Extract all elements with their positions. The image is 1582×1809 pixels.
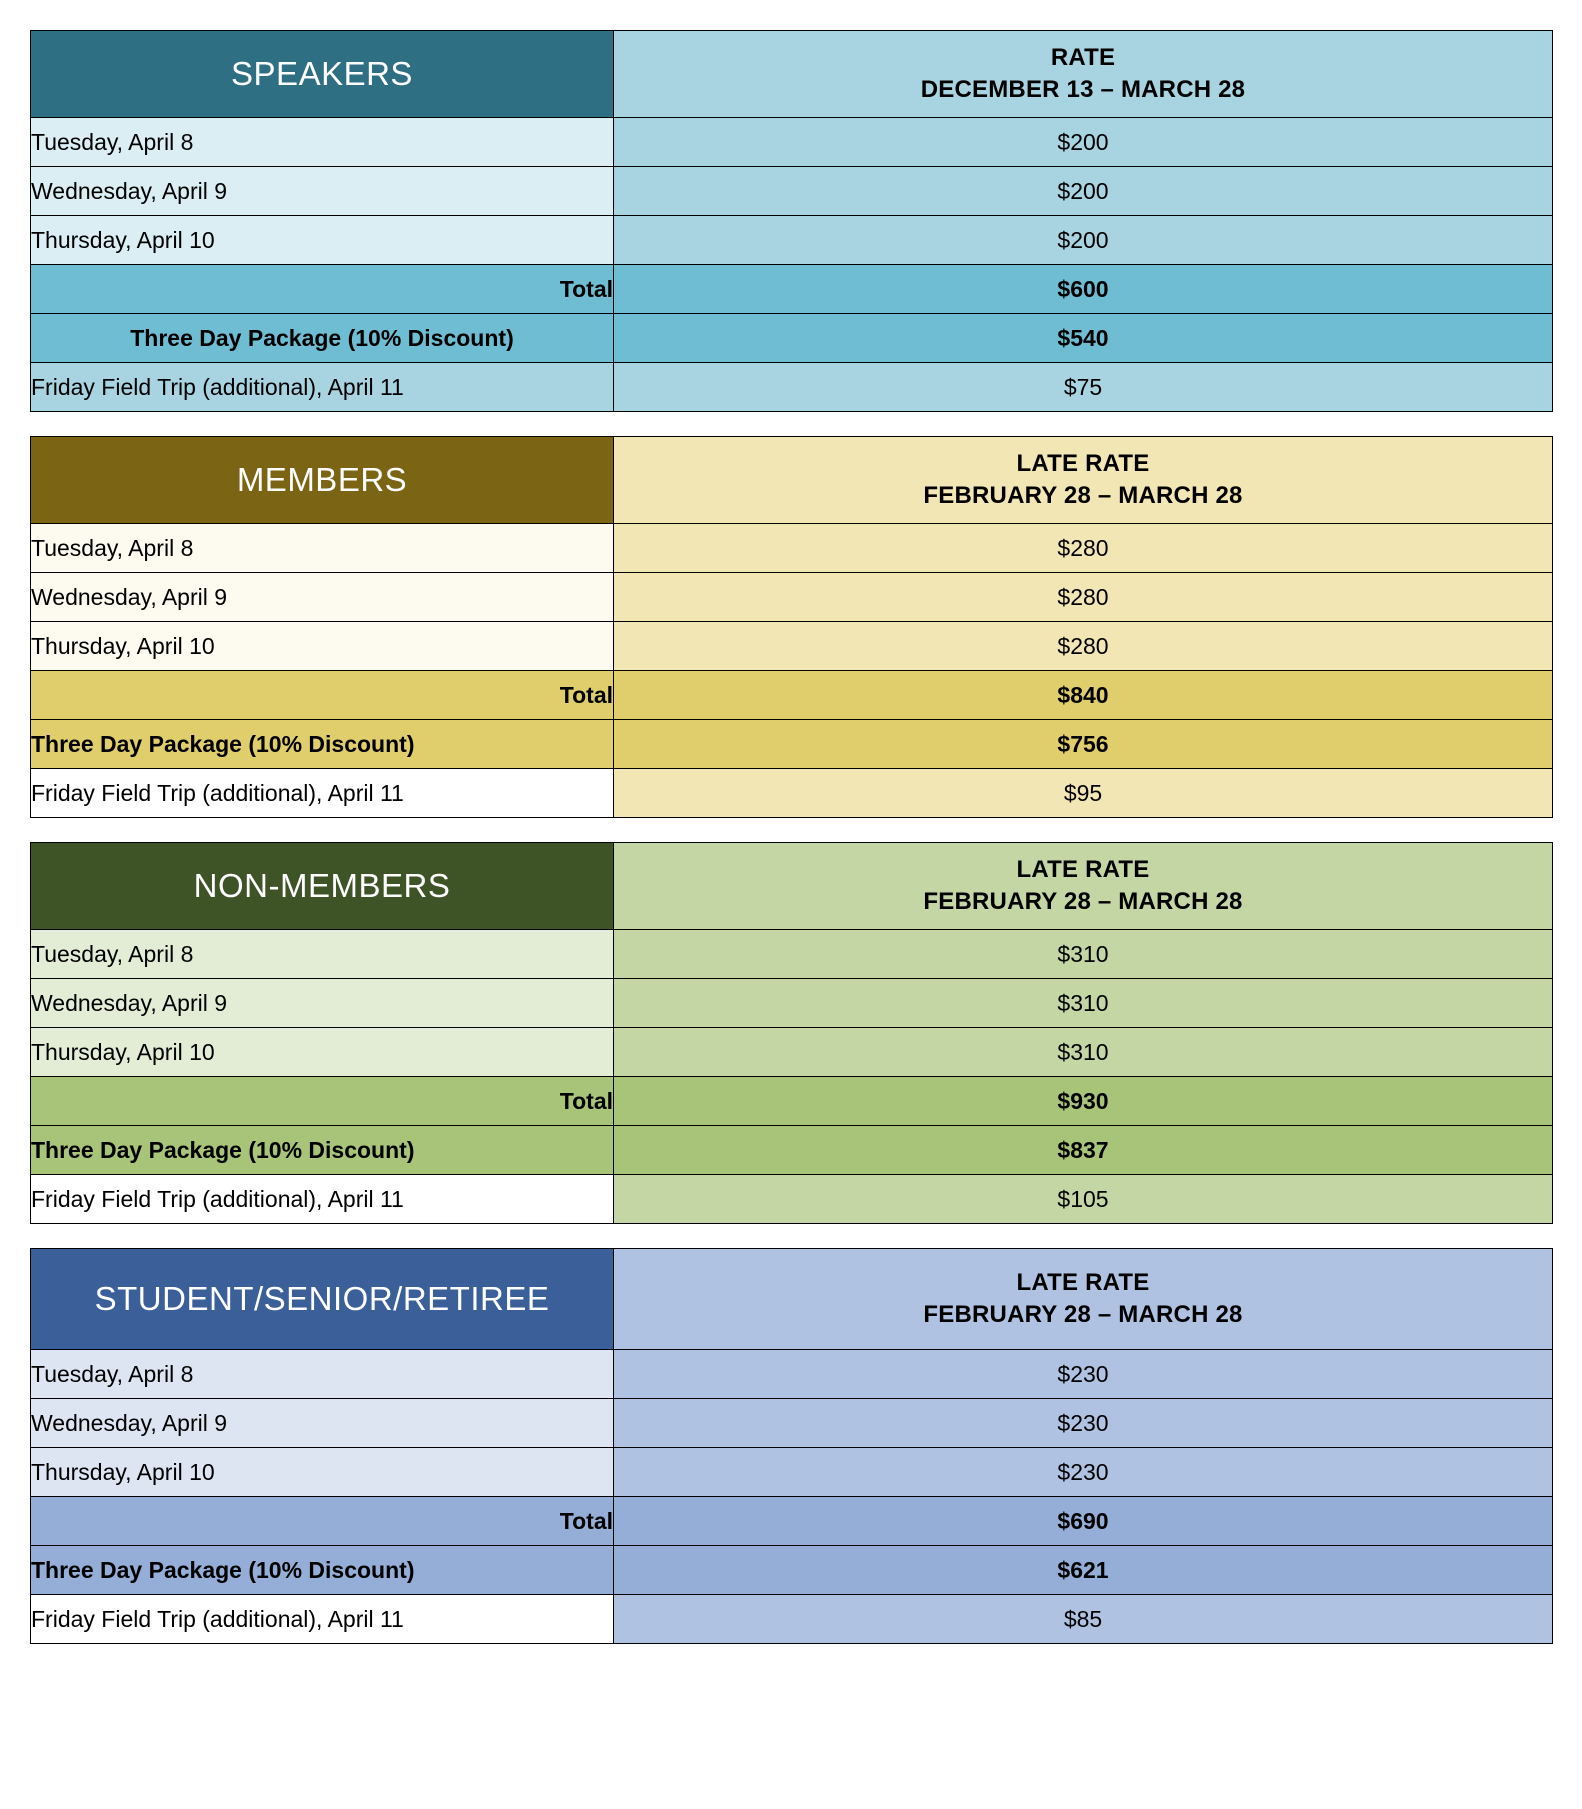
rate-header-speakers [614, 31, 1553, 118]
row-value: $930 [614, 1077, 1553, 1126]
table-row [31, 979, 1553, 1028]
table-header-row [31, 437, 1553, 524]
table-header-row [31, 31, 1553, 118]
rate-table-student-senior-retiree [30, 1248, 1553, 1644]
table-row-fieldtrip [31, 1595, 1553, 1644]
table-row-fieldtrip [31, 363, 1553, 412]
row-label: Friday Field Trip (additional), April 11 [31, 769, 614, 818]
table-row [31, 216, 1553, 265]
table-row [31, 622, 1553, 671]
rate-title: RATE [1050, 44, 1116, 72]
row-value: $280 [614, 524, 1553, 573]
row-value: $230 [614, 1399, 1553, 1448]
table-row [31, 524, 1553, 573]
row-label: Wednesday, April 9 [31, 167, 614, 216]
row-value: $310 [614, 1028, 1553, 1077]
row-value: $200 [614, 216, 1553, 265]
row-value: $105 [614, 1175, 1553, 1224]
rate-title: LATE RATE [1016, 1269, 1150, 1297]
rate-title: LATE RATE [1016, 450, 1150, 478]
row-label: Wednesday, April 9 [31, 1399, 614, 1448]
row-value: $200 [614, 118, 1553, 167]
row-value: $837 [614, 1126, 1553, 1175]
table-row-total [31, 671, 1553, 720]
rate-table-members [30, 436, 1553, 818]
table-row [31, 167, 1553, 216]
row-label: Tuesday, April 8 [31, 930, 614, 979]
category-header-speakers: SPEAKERS [31, 31, 614, 118]
row-label: Wednesday, April 9 [31, 573, 614, 622]
rate-period: FEBRUARY 28 – MARCH 28 [923, 482, 1243, 509]
row-label: Tuesday, April 8 [31, 1350, 614, 1399]
table-row-total [31, 1497, 1553, 1546]
row-value: $600 [614, 265, 1553, 314]
row-label: Total [31, 671, 614, 720]
table-header-row [31, 1249, 1553, 1350]
row-value: $75 [614, 363, 1553, 412]
row-value: $756 [614, 720, 1553, 769]
row-value: $310 [614, 930, 1553, 979]
table-row-package [31, 314, 1553, 363]
row-value: $85 [614, 1595, 1553, 1644]
category-header-nonmembers: NON-MEMBERS [31, 843, 614, 930]
row-label: Total [31, 265, 614, 314]
row-label: Wednesday, April 9 [31, 979, 614, 1028]
row-label: Three Day Package (10% Discount) [31, 314, 614, 363]
row-value: $621 [614, 1546, 1553, 1595]
row-value: $310 [614, 979, 1553, 1028]
table-row [31, 930, 1553, 979]
table-row [31, 573, 1553, 622]
row-label: Friday Field Trip (additional), April 11 [31, 1175, 614, 1224]
category-header-student: STUDENT/SENIOR/RETIREE [31, 1249, 614, 1350]
row-label: Thursday, April 10 [31, 1448, 614, 1497]
row-label: Three Day Package (10% Discount) [31, 1546, 614, 1595]
row-label: Thursday, April 10 [31, 1028, 614, 1077]
row-label: Friday Field Trip (additional), April 11 [31, 363, 614, 412]
row-label: Total [31, 1497, 614, 1546]
rate-period: FEBRUARY 28 – MARCH 28 [923, 1301, 1243, 1328]
table-row-package [31, 1126, 1553, 1175]
row-label: Thursday, April 10 [31, 216, 614, 265]
table-row-fieldtrip [31, 769, 1553, 818]
table-row-package [31, 720, 1553, 769]
row-label: Tuesday, April 8 [31, 118, 614, 167]
table-row [31, 118, 1553, 167]
rate-header-student [614, 1249, 1553, 1350]
rate-header-members [614, 437, 1553, 524]
table-row [31, 1399, 1553, 1448]
category-header-members: MEMBERS [31, 437, 614, 524]
row-value: $230 [614, 1350, 1553, 1399]
row-value: $540 [614, 314, 1553, 363]
table-row-package [31, 1546, 1553, 1595]
row-label: Tuesday, April 8 [31, 524, 614, 573]
row-label: Thursday, April 10 [31, 622, 614, 671]
table-row-total [31, 1077, 1553, 1126]
table-row [31, 1028, 1553, 1077]
rate-table-nonmembers [30, 842, 1553, 1224]
row-value: $230 [614, 1448, 1553, 1497]
row-label: Total [31, 1077, 614, 1126]
table-row [31, 1448, 1553, 1497]
row-value: $690 [614, 1497, 1553, 1546]
row-value: $840 [614, 671, 1553, 720]
rate-title: LATE RATE [1016, 856, 1150, 884]
rate-table-speakers [30, 30, 1553, 412]
rate-period: DECEMBER 13 – MARCH 28 [920, 76, 1246, 103]
rate-period: FEBRUARY 28 – MARCH 28 [923, 888, 1243, 915]
row-label: Three Day Package (10% Discount) [31, 720, 614, 769]
row-value: $280 [614, 573, 1553, 622]
rate-header-nonmembers [614, 843, 1553, 930]
table-row [31, 1350, 1553, 1399]
row-value: $95 [614, 769, 1553, 818]
row-label: Three Day Package (10% Discount) [31, 1126, 614, 1175]
row-label: Friday Field Trip (additional), April 11 [31, 1595, 614, 1644]
table-header-row [31, 843, 1553, 930]
row-value: $280 [614, 622, 1553, 671]
row-value: $200 [614, 167, 1553, 216]
table-row-total [31, 265, 1553, 314]
table-row-fieldtrip [31, 1175, 1553, 1224]
